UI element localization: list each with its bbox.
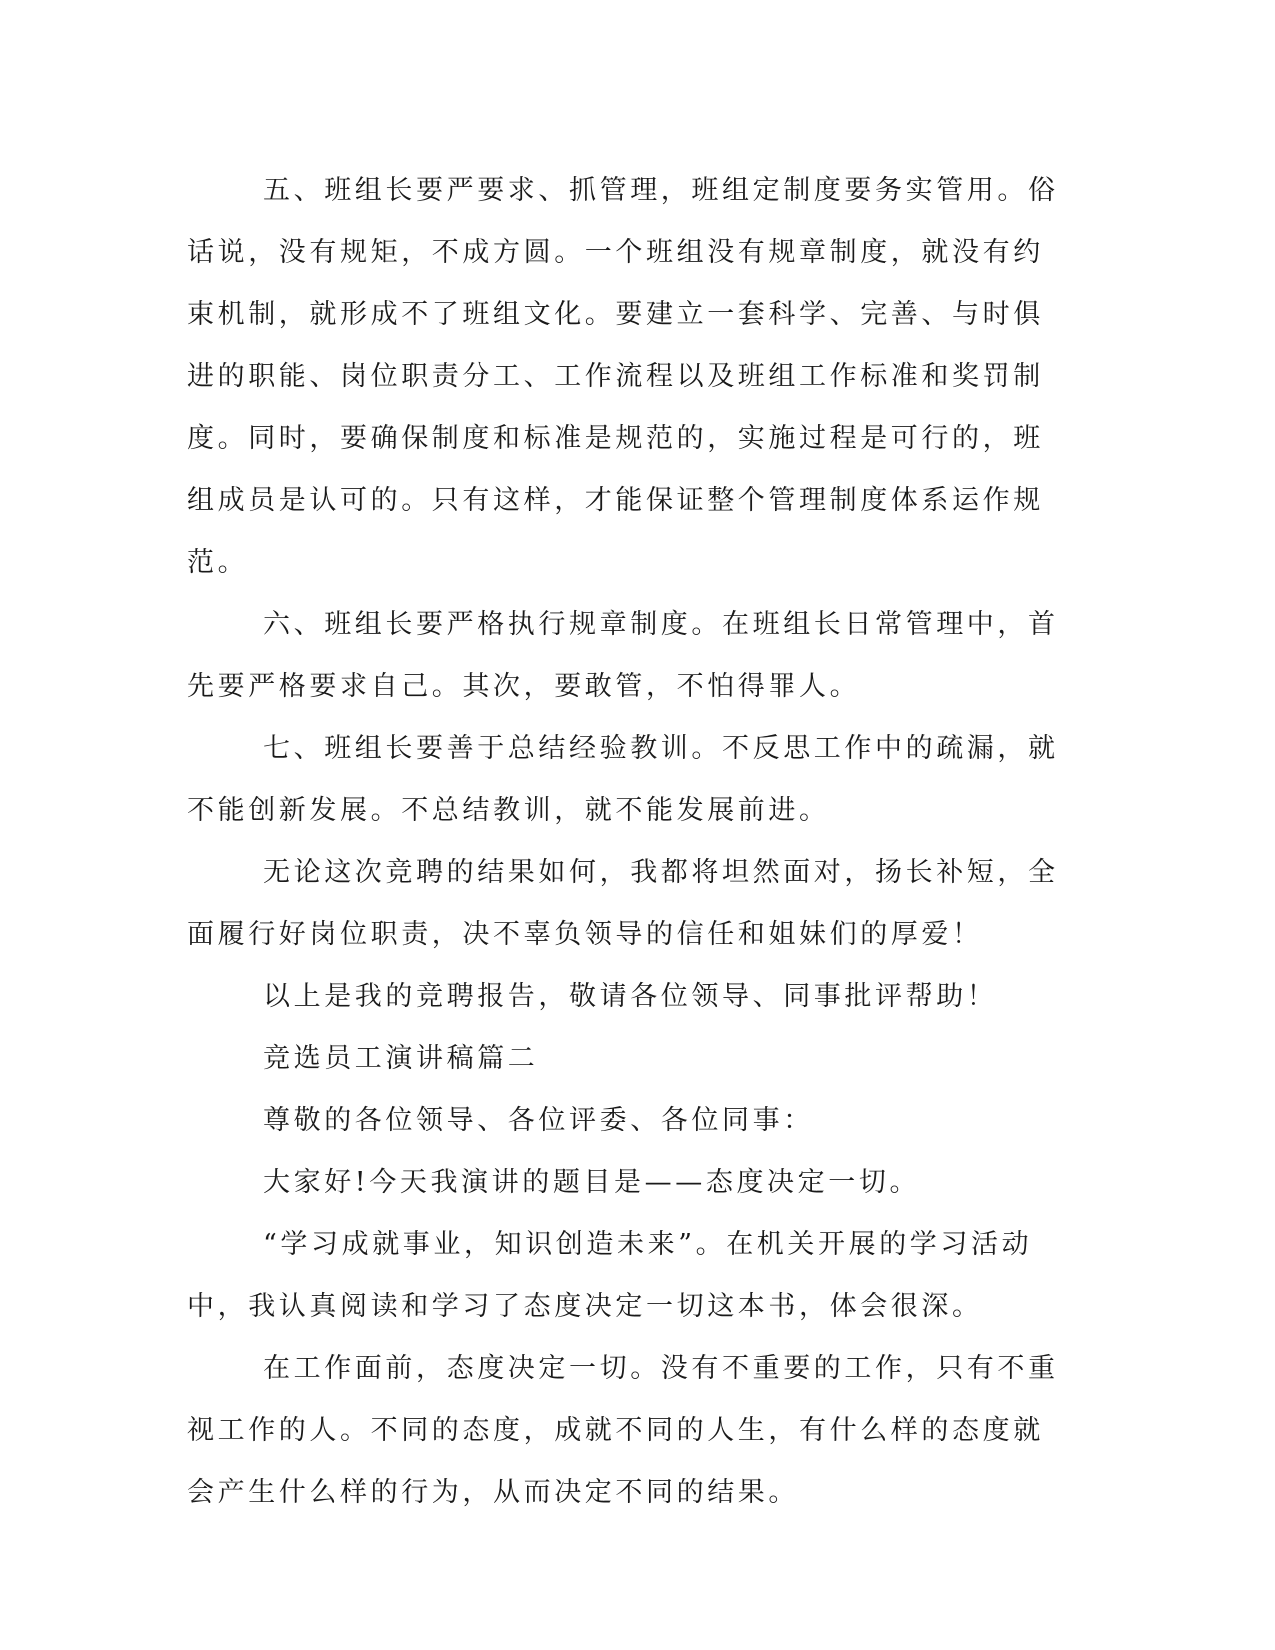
paragraph-attitude: 在工作面前，态度决定一切。没有不重要的工作，只有不重视工作的人。不同的态度，成就不同的人生，有什么样的态度就会产生什么样的行为，从而决定不同的结果。 (187, 1353, 1059, 1508)
paragraph-rule-six: 六、班组长要严格执行规章制度。在班组长日常管理中，首先要严格要求自己。其次，要敢管，不怕得罪人。 (187, 609, 1059, 702)
greeting-title: 大家好!今天我演讲的题目是——态度决定一切。 (263, 1167, 921, 1198)
salutation: 尊敬的各位领导、各位评委、各位同事： (263, 1105, 814, 1136)
paragraph-closing-request: 以上是我的竞聘报告，敬请各位领导、同事批评帮助！ (263, 981, 998, 1012)
paragraph-closing-commitment: 无论这次竞聘的结果如何，我都将坦然面对，扬长补短，全面履行好岗位职责，决不辜负领导的信任和姐妹们的厚爱！ (187, 857, 1059, 950)
document-body (187, 160, 1067, 1524)
paragraph-rule-seven: 七、班组长要善于总结经验教训。不反思工作中的疏漏，就不能创新发展。不总结教训，就不能发展前进。 (187, 733, 1059, 826)
paragraph-learning: “学习成就事业，知识创造未来”。在机关开展的学习活动中，我认真阅读和学习了态度决定一切这本书，体会很深。 (187, 1229, 1033, 1322)
section-heading: 竞选员工演讲稿篇二 (263, 1043, 539, 1074)
paragraph-rule-five: 五、班组长要严要求、抓管理，班组定制度要务实管用。俗话说，没有规矩，不成方圆。一个班组没有规章制度，就没有约束机制，就形成不了班组文化。要建立一套科学、完善、与时俱进的职能、岗位职责分工、工作流程以及班组工作标准和奖罚制度。同时，要确保制度和标准是规范的，实施过程是可行的，班组成员是认可的。只有这样，才能保证整个管理制度体系运作规范。 (187, 175, 1059, 578)
